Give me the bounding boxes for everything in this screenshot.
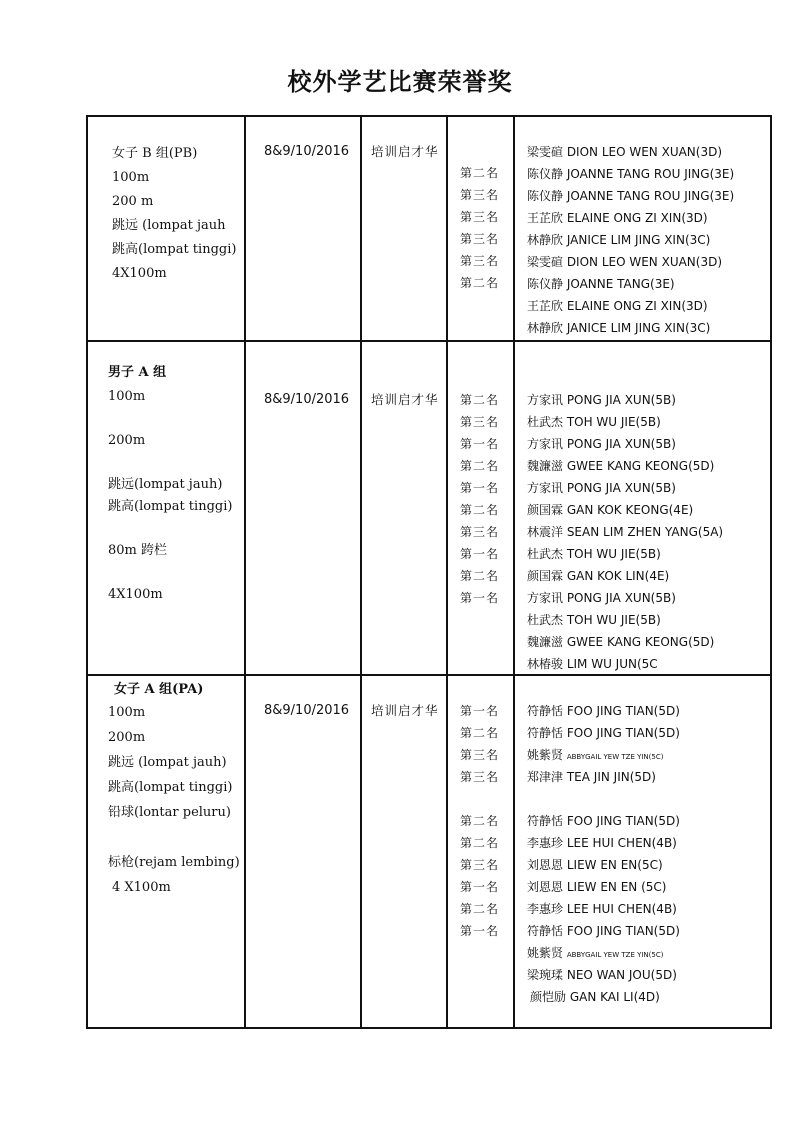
winners-cell [527, 389, 723, 675]
position-item: 第二名 [460, 569, 500, 583]
winners-cell [527, 700, 680, 1008]
position-item: 第二名 [460, 726, 500, 740]
event-item: 200m [108, 730, 146, 745]
winner-name: 颜恺励 GAN KAI LI(4D) [530, 990, 660, 1004]
position-item: 第三名 [460, 525, 500, 539]
winner-name: 杜武杰 TOH WU JIE(5B) [527, 415, 661, 429]
page-title: 校外学艺比赛荣誉奖 [287, 68, 513, 96]
winner-name: 林椿骏 LIM WU JUN(5C [527, 657, 658, 671]
winner-name: 符静恬 FOO JING TIAN(5D) [527, 726, 680, 740]
position-item: 第一名 [460, 481, 500, 495]
spacer [527, 788, 680, 810]
winner-name: 杜武杰 TOH WU JIE(5B) [527, 547, 661, 561]
winner-name: 刘恩恩 LIEW EN EN(5C) [527, 858, 663, 872]
winner-name: 梁琬瑈 NEO WAN JOU(5D) [527, 968, 677, 982]
position-item: 第三名 [460, 254, 500, 268]
spacer [108, 452, 232, 474]
event-item: 跳高(lompat tinggi) [112, 242, 237, 257]
winners-cell [527, 141, 734, 339]
event-item: 4X100m [112, 266, 167, 281]
events-cell-boys-a [108, 360, 232, 606]
winner-name: 陈仪静 JOANNE TANG ROU JING(3E) [527, 167, 735, 181]
event-item: 标枪(rejam lembing) [108, 855, 240, 870]
position-item: 第三名 [460, 210, 500, 224]
organizer-cell: 培训启才华 [371, 144, 439, 159]
position-item: 第三名 [460, 415, 500, 429]
events-cell-girls-b [112, 142, 236, 286]
winner-name: 陈仪静 JOANNE TANG ROU JING(3E) [527, 189, 735, 203]
winner-name: 姚紫贤 ABBYGAIL YEW TZE YIN(5C) [527, 946, 664, 960]
event-item: 跳高(lompat tinggi) [108, 499, 233, 514]
position-item: 第三名 [460, 858, 500, 872]
winner-name: 方家讯 PONG JIA XUN(5B) [527, 481, 676, 495]
column-divider [244, 115, 246, 1029]
event-item: 跳远 (lompat jauh [112, 218, 226, 233]
position-item: 第一名 [460, 591, 500, 605]
event-item: 铅球(lontar peluru) [108, 805, 231, 820]
position-item: 第二名 [460, 166, 500, 180]
event-group-title: 男子 A 组 [108, 365, 167, 380]
position-item: 第三名 [460, 188, 500, 202]
position-item: 第二名 [460, 836, 500, 850]
winner-name: 李惠珍 LEE HUI CHEN(4B) [527, 836, 677, 850]
event-group-title: 女子 B 组(PB) [112, 146, 198, 161]
winner-name: 符静恬 FOO JING TIAN(5D) [527, 704, 680, 718]
position-item: 第一名 [460, 704, 500, 718]
position-item: 第一名 [460, 547, 500, 561]
column-divider [446, 115, 448, 1029]
position-item: 第二名 [460, 276, 500, 290]
event-item: 4X100m [108, 587, 163, 602]
row-divider [86, 340, 772, 342]
position-item: 第三名 [460, 748, 500, 762]
position-item: 第二名 [460, 459, 500, 473]
winner-name: 方家讯 PONG JIA XUN(5B) [527, 437, 676, 451]
event-item: 4 X100m [112, 880, 171, 895]
column-divider [513, 115, 515, 1029]
position-item: 第一名 [460, 924, 500, 938]
organizer-cell: 培训启才华 [371, 392, 439, 407]
event-item: 100m [108, 705, 146, 720]
spacer [108, 518, 232, 540]
spacer [460, 788, 499, 810]
event-item: 200 m [112, 194, 154, 209]
position-item: 第二名 [460, 902, 500, 916]
event-item: 跳远(lompat jauh) [108, 477, 223, 492]
winner-name: 王芷欣 ELAINE ONG ZI XIN(3D) [527, 299, 708, 313]
position-item: 第三名 [460, 232, 500, 246]
date-cell: 8&9/10/2016 [264, 144, 350, 159]
date-cell: 8&9/10/2016 [264, 703, 350, 718]
positions-cell [460, 700, 499, 942]
position-item: 第一名 [460, 880, 500, 894]
winner-name: 王芷欣 ELAINE ONG ZI XIN(3D) [527, 211, 708, 225]
spacer [108, 825, 240, 850]
winner-name: 林静欣 JANICE LIM JING XIN(3C) [527, 321, 711, 335]
event-item: 跳远 (lompat jauh) [108, 755, 227, 770]
winner-name: 符静恬 FOO JING TIAN(5D) [527, 924, 680, 938]
column-divider [360, 115, 362, 1029]
position-item: 第二名 [460, 814, 500, 828]
winner-name: 杜武杰 TOH WU JIE(5B) [527, 613, 661, 627]
winner-name: 林静欣 JANICE LIM JING XIN(3C) [527, 233, 711, 247]
event-group-title: 女子 A 组(PA) [114, 682, 204, 697]
winner-name: 方家讯 PONG JIA XUN(5B) [527, 393, 676, 407]
event-item: 200m [108, 433, 146, 448]
winner-name: 颜国霖 GAN KOK KEONG(4E) [527, 503, 694, 517]
winner-name: 陈仪静 JOANNE TANG(3E) [527, 277, 675, 291]
winner-name: 姚紫贤 ABBYGAIL YEW TZE YIN(5C) [527, 748, 664, 762]
winner-name: 李惠珍 LEE HUI CHEN(4B) [527, 902, 677, 916]
positions-cell [460, 162, 499, 294]
event-item: 80m 跨栏 [108, 543, 168, 558]
event-item: 100m [112, 170, 150, 185]
position-item: 第三名 [460, 770, 500, 784]
position-item: 第二名 [460, 503, 500, 517]
winner-name: 郑津津 TEA JIN JIN(5D) [527, 770, 656, 784]
event-item: 100m [108, 389, 146, 404]
winner-name: 梁雯碹 DION LEO WEN XUAN(3D) [527, 255, 723, 269]
winner-name: 方家讯 PONG JIA XUN(5B) [527, 591, 676, 605]
winner-name: 魏濂滋 GWEE KANG KEONG(5D) [527, 635, 715, 649]
organizer-cell: 培训启才华 [371, 703, 439, 718]
winner-name: 颜国霖 GAN KOK LIN(4E) [527, 569, 670, 583]
spacer [108, 408, 232, 430]
winner-name: 魏濂滋 GWEE KANG KEONG(5D) [527, 459, 715, 473]
positions-cell [460, 389, 499, 609]
position-item: 第一名 [460, 437, 500, 451]
winner-name: 林震洋 SEAN LIM ZHEN YANG(5A) [527, 525, 724, 539]
event-item: 跳高(lompat tinggi) [108, 780, 233, 795]
winner-name: 符静恬 FOO JING TIAN(5D) [527, 814, 680, 828]
winner-name: 梁雯碹 DION LEO WEN XUAN(3D) [527, 145, 723, 159]
winner-name: 刘恩恩 LIEW EN EN (5C) [527, 880, 667, 894]
date-cell: 8&9/10/2016 [264, 392, 350, 407]
spacer [108, 562, 232, 584]
events-cell-girls-a [108, 680, 240, 900]
position-item: 第二名 [460, 393, 500, 407]
